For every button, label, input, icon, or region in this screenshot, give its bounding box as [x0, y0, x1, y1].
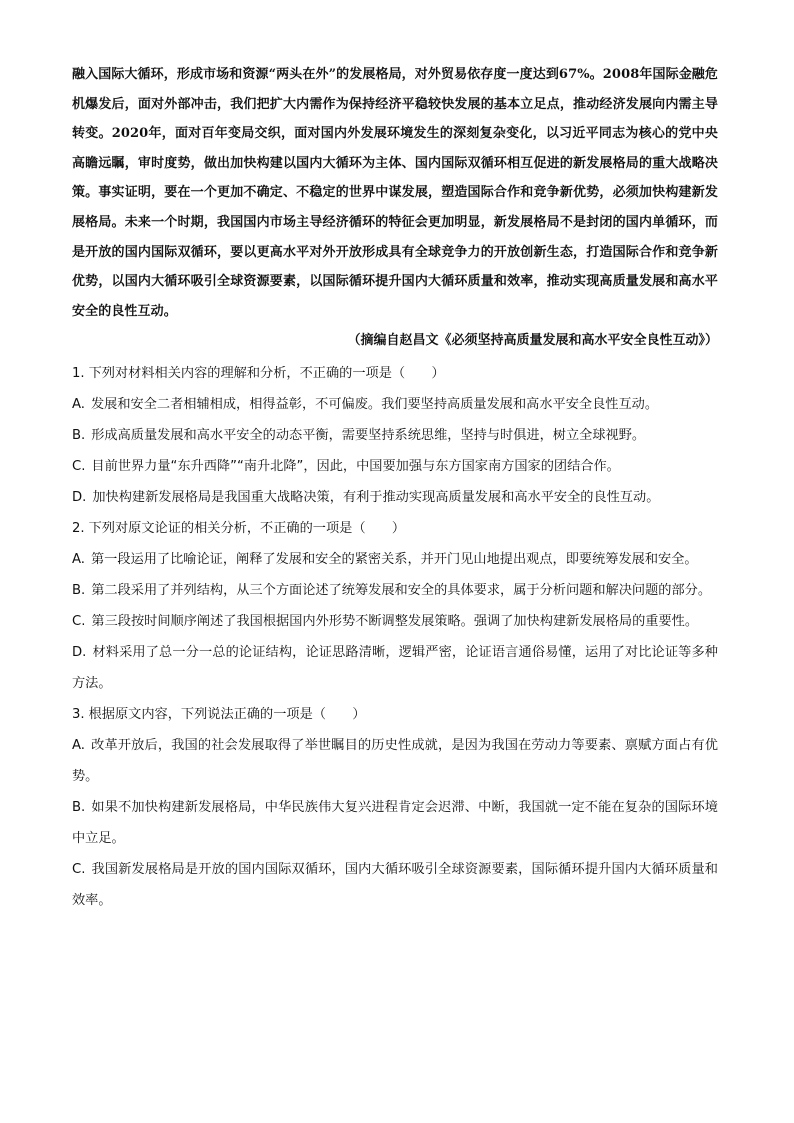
option-text: 如果不加快构建新发展格局，中华民族伟大复兴进程肯定会迟滞、中断，我国就一定不能在复杂的国际环境中立足。: [72, 799, 718, 846]
option-text: 第二段采用了并列结构，从三个方面论述了统筹发展和安全的具体要求，属于分析问题和解决问题的部分。: [91, 582, 712, 598]
option-label: D.: [72, 644, 87, 660]
passage-source: （摘编自赵昌文《必须坚持高质量发展和高水平安全良性互动》）: [347, 333, 718, 349]
question-number: 3.: [72, 706, 85, 722]
question-3: [72, 699, 718, 916]
option-label: B.: [72, 427, 86, 443]
option-a: [72, 544, 718, 575]
option-d: [72, 637, 718, 699]
option-d: [72, 482, 718, 513]
option-label: A.: [72, 737, 85, 753]
question-text: 下列对材料相关内容的理解和分析，不正确的一项是（ ）: [88, 365, 445, 381]
option-label: A.: [72, 551, 85, 567]
question-1: [72, 358, 718, 513]
option-b: [72, 575, 718, 606]
option-text: 发展和安全二者相辅相成，相得益彰，不可偏废。我们要坚持高质量发展和高水平安全良性互动。: [90, 396, 659, 412]
option-c: [72, 854, 718, 916]
option-label: C.: [72, 613, 86, 629]
option-text: 目前世界力量“东升西降”“南升北降”，因此，中国要加强与东方国家南方国家的团结合作。: [91, 458, 620, 474]
option-text: 加快构建新发展格局是我国重大战略决策，有利于推动实现高质量发展和高水平安全的良性互动。: [92, 489, 660, 505]
question-2: [72, 513, 718, 699]
option-text: 形成高质量发展和高水平安全的动态平衡，需要坚持系统思维，坚持与时俱进，树立全球视野。: [91, 427, 646, 443]
option-label: D.: [72, 489, 87, 505]
option-b: [72, 420, 718, 451]
option-text: 改革开放后，我国的社会发展取得了举世瞩目的历史性成就，是因为我国在劳动力等要素、禀赋方面占有优势。: [72, 737, 718, 784]
option-c: [72, 451, 718, 482]
option-text: 材料采用了总一分一总的论证结构，论证思路清晰，逻辑严密，论证语言通俗易懂，运用了对比论证等多种方法。: [72, 644, 718, 691]
question-list: [72, 358, 718, 916]
option-text: 我国新发展格局是开放的国内国际双循环，国内大循环吸引全球资源要素，国际循环提升国内大循环质量和效率。: [72, 861, 718, 908]
question-text: 下列对原文论证的相关分析，不正确的一项是（ ）: [88, 520, 406, 536]
option-a: [72, 389, 718, 420]
option-b: [72, 792, 718, 854]
option-label: B.: [72, 799, 86, 815]
question-number: 2.: [72, 520, 85, 536]
question-stem: [72, 513, 718, 544]
option-label: C.: [72, 458, 86, 474]
passage-paragraph: 融入国际大循环，形成市场和资源“两头在外”的发展格局，对外贸易依存度一度达到67%。2008年国际金融危机爆发后，面对外部冲击，我们把扩大内需作为保持经济平稳较快发展的基本立足点，推动经济发展向内需主导转变。2020年，面对百年变局交织，面对国内外发展环境发生的深刻复杂变化，以习近平同志为核心的党中央高瞻远瞩，审时度势，做出加快构建以国内大循环为主体、国内国际双循环相互促进的新发展格局的重大战略决策。事实证明，要在一个更加不确定、不稳定的世界中谋发展，塑造国际合作和竞争新优势，必须加快构建新发展格局。未来一个时期，我国国内市场主导经济循环的特征会更加明显，新发展格局不是封闭的国内单循环，而是开放的国内国际双循环，要以更高水平对外开放形成具有全球竞争力的开放创新生态，打造国际合作和竞争新优势，以国内大循环吸引全球资源要素，以国际循环提升国内大循环质量和效率，推动实现高质量发展和高水平安全的良性互动。: [72, 67, 718, 319]
option-text: 第一段运用了比喻论证，阐释了发展和安全的紧密关系，并开门见山地提出观点，即要统筹发展和安全。: [90, 551, 698, 567]
question-stem: [72, 358, 718, 389]
question-number: 1.: [72, 365, 85, 381]
option-label: C.: [72, 861, 86, 877]
option-a: [72, 730, 718, 792]
option-c: [72, 606, 718, 637]
option-text: 第三段按时间顺序阐述了我国根据国内外形势不断调整发展策略。强调了加快构建新发展格局的重要性。: [91, 613, 699, 629]
option-label: B.: [72, 582, 86, 598]
option-label: A.: [72, 396, 85, 412]
question-stem: [72, 699, 718, 730]
question-text: 根据原文内容，下列说法正确的一项是（ ）: [88, 706, 366, 722]
